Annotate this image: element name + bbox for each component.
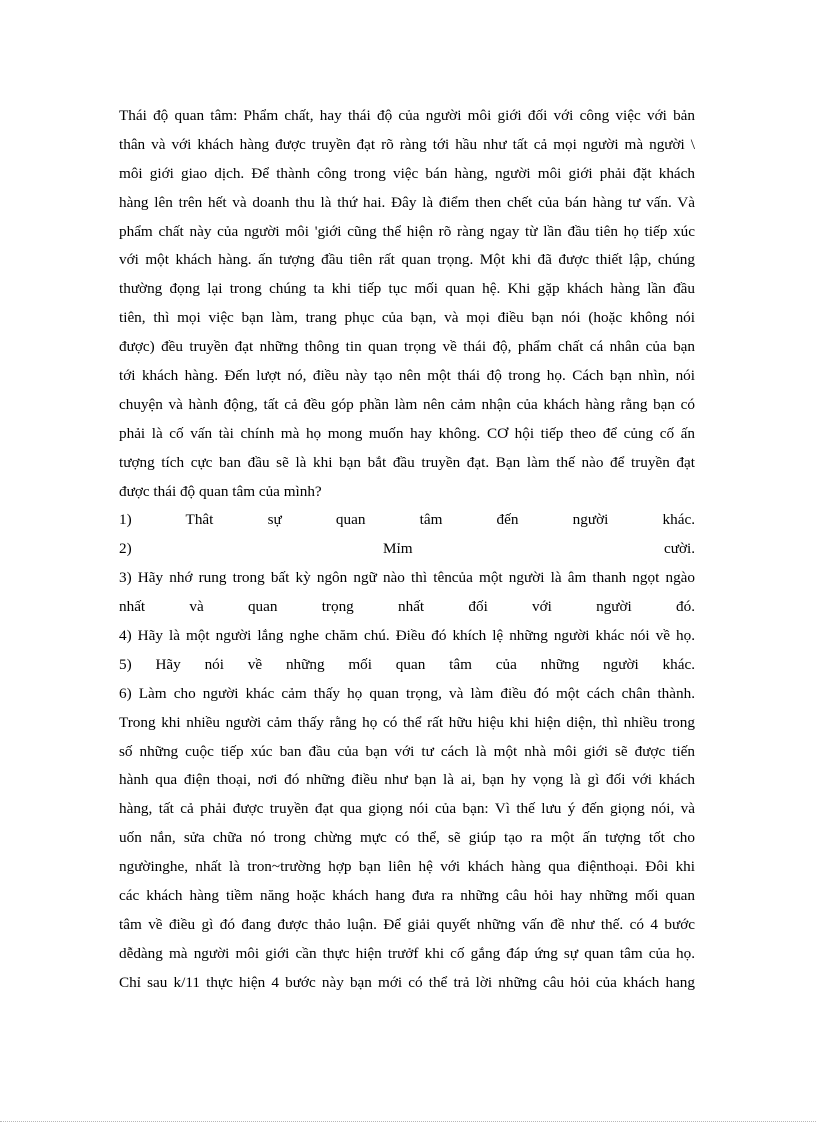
text-line: Thái độ quan tâm: Phẩm chất, hay thái độ của người môi giới đối với công việc với bản [119, 107, 695, 124]
text-line: phải là cố vấn tài chính mà họ mong muốn hay không. CƠ hội tiếp theo để củng cố ấn [119, 424, 695, 442]
text-line: Trong khi nhiều người cảm thấy rằng họ có thể rất hữu hiệu khi hiện diện, thì nhiều trong [119, 713, 695, 731]
text-line: dễdàng mà người môi giới cần thực hiện trưởf khi cố gắng đáp ứng sự quan tâm của họ. [119, 944, 695, 962]
text-line: với một khách hàng. ấn tượng đầu tiên rất quan trọng. Một khi đã được thiết lập, chúng [119, 251, 695, 269]
text-line: hàng, tất cả phải được truyền đạt qua giọng nói của bạn: Vì thế lưu ý đến giọng nói, và [119, 800, 695, 818]
list-item: 2) Mỉm cười. [119, 540, 695, 558]
text-line: tượng tích cực ban đầu sẽ là khi bạn bắt đầu truyền đạt. Bạn làm thế nào để truyền đạt [119, 453, 695, 471]
text-line: thân và với khách hàng được truyền đạt rõ ràng tới hầu như tất cả mọi người mà người \ [119, 135, 695, 153]
list-item: 3) Hãy nhớ rung trong bất kỳ ngôn ngữ nào thì têncủa một người là âm thanh ngọt ngào [119, 569, 695, 587]
text-line: hành qua điện thoại, nơi đó những điều như bạn là ai, bạn hy vọng là gì đối với khách [119, 771, 695, 789]
text-line: ngườinghe, nhất là tron~trường hợp bạn liên hệ với khách hàng qua điệnthoại. Đôi khi [119, 858, 695, 876]
body-text [119, 102, 695, 998]
list-item: 1) Thât sự quan tâm đến người khác. [119, 511, 695, 529]
text-line: được) đều truyền đạt những thông tin quan trọng về thái độ, phẩm chất cá nhân của bạn [119, 338, 695, 356]
text-line: được thái độ quan tâm của mình? [119, 482, 322, 500]
list-item: 4) Hãy là một người lắng nghe chăm chú. Điều đó khích lệ những người khác nói về họ. [119, 627, 695, 645]
text-line: chuyện và hành động, tất cả đều góp phần làm nên cảm nhận của khách hàng rằng bạn có [119, 395, 695, 413]
text-line: phẩm chất này của người môi 'giới cũng thể hiện rõ ràng ngay từ lần đầu tiên họ tiếp xúc [119, 222, 695, 240]
text-line: hàng lên trên hết và doanh thu là thứ hai. Đây là điểm then chết của bán hàng tư vấn. Và [119, 193, 695, 211]
text-line: các khách hàng tiềm năng hoặc khách hang đưa ra những câu hỏi hay những mối quan [119, 887, 695, 905]
text-line: thường đọng lại trong chúng ta khi tiếp tục mối quan hệ. Khi gặp khách hàng lần đầu [119, 280, 695, 298]
text-line: tiên, thì mọi việc bạn làm, trang phục của bạn, và mọi điều bạn nói (hoặc không nói [119, 309, 695, 327]
text-line: môi giới giao dịch. Để thành công trong việc bán hàng, người môi giới phải đặt khách [119, 164, 695, 182]
text-line: số những cuộc tiếp xúc ban đầu của bạn với tư cách là một nhà môi giới sẽ được tiến [119, 742, 695, 760]
text-line: Chỉ sau k/11 thực hiện 4 bước này bạn mới có thể trả lời những câu hỏi của khách hang [119, 973, 695, 991]
text-line: tâm về điều gì đó đang được thảo luận. Để giải quyết những vấn đề như thế. có 4 bước [119, 915, 695, 933]
text-line: tới khách hàng. Đến lượt nó, điều này tạo nên một thái độ trong họ. Cách bạn nhìn, nói [119, 367, 695, 385]
list-item: 6) Làm cho người khác cảm thấy họ quan trọng, và làm điều đó một cách chân thành. [119, 684, 695, 702]
text-line: uốn nắn, sửa chữa nó trong chừng mực có thể, sẽ giúp tạo ra một ấn tượng tốt cho [119, 829, 695, 847]
list-item: 5) Hãy nói về những mối quan tâm của những người khác. [119, 655, 695, 673]
list-item: nhất và quan trọng nhất đối với người đó. [119, 598, 695, 616]
page-bottom-border [0, 1121, 816, 1122]
